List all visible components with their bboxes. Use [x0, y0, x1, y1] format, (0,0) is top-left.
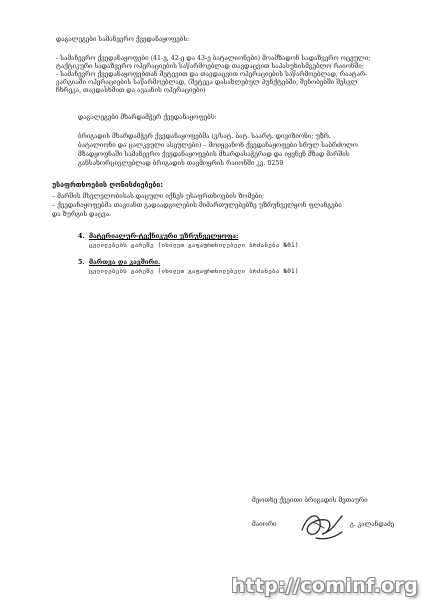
- item-title: მართვა და კავშირი.: [89, 259, 161, 266]
- safety-line: – მარშის მსვლელობისას დაცული იქნეს უსაფრთხოების ზომები;: [52, 193, 265, 200]
- section1-line: ტაქტიკური სადაზვერო ოპერაციების საწარმოებლად თავდაცვით საპასუხისმგებლო რაიონში;: [56, 63, 364, 70]
- item-number: 5.: [78, 259, 85, 266]
- section2-title: დაგალეგები მხარდამჭერ ქვედანაყოფებს:: [78, 114, 217, 121]
- handwritten-signature: [298, 508, 346, 544]
- section1-line: - სამანევრო ქვედანაყოფებთან შეტევით და თავდაცვით ოპერაციების საწარმოებლად, რაატარ-: [56, 71, 368, 78]
- section2-line: ბატალიონი და ცალკეული ასეულები) – მოიყვანონ ქვედანაყოფები სრულ საბრძოლო: [78, 142, 358, 149]
- item-title: მატერიალურ-ტექნიკური უზრუნველყოფა:: [89, 233, 239, 240]
- section2-line: მზადყოფნაში სამანევრო ქვედანაყოფების მხარდასაჭერად და იყვნენ მზად მარშის: [78, 151, 350, 158]
- section1-title: დაგალეგები სამანევრო ქვედანაყოფებს:: [56, 36, 190, 43]
- safety-measures-heading: უსაფრთხოების ღონისძიებები:: [52, 181, 164, 189]
- section1-line: - სამანევრო ქვედანაყოფები (41-ე, 42-ე და 43-ე ბატალიონები) მოამზადონ სადაზვერო ოცეული;: [56, 55, 371, 62]
- signature-role: მეოთხე ქვეითი ბრიგადის მეთაური: [252, 497, 368, 504]
- section1-line: ჩხრეკა, თავდასხმით და ავაანის ოპერაციები): [56, 87, 206, 94]
- section2-line: ბრიგადის მხარდამჭერ ქვედანაყოფებმა (ვ/სატ. ბატ. საარტ. დივიზიონი; უზრ.: [78, 133, 331, 140]
- signature-name: გ. კალანდაძე: [350, 521, 395, 528]
- section2-line: განსახორციელებლად ბრიგადის თავმოყრის რაიონში კვ. 0259: [78, 160, 284, 167]
- item-body: ცვლილებებს გარეშე (იხილეთ გაფაფრთხილებელი ბრძანება №01): [89, 268, 299, 275]
- item-body: ცვლილებებს გარეშე (იხილეთ გაფაფრთხილებელი ბრძანება №01): [89, 242, 299, 249]
- section1-line: ვარგიაში ოპერაციების საწარმოებლად, (შეტევა დასახლებულ პუნქტებში, შენობებში შესვლ: [56, 79, 358, 86]
- safety-line: – ქვედანაყოფებმა თავიანთ გადაადგილების მიმართულებებზე უზრუნველყონ ფლანგები: [52, 202, 342, 209]
- safety-line: და ზურგის დაცვა.: [52, 211, 112, 218]
- signature-rank: მაიორი: [252, 521, 277, 528]
- watermark-url: http://cominf.org: [231, 575, 418, 597]
- item-number: 4.: [78, 233, 85, 240]
